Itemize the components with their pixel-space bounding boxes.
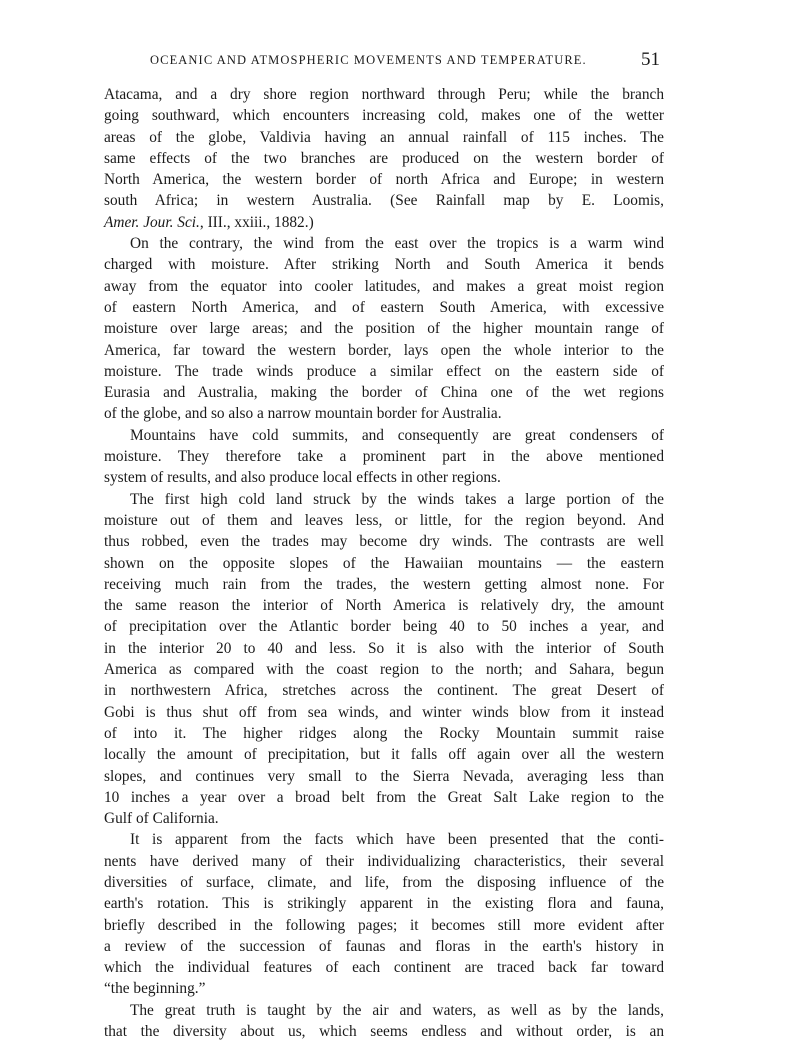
paragraph (104, 1000, 664, 1043)
text-line: south Africa; in western Australia. (See Rainfall map by E. Loomis, (104, 192, 664, 210)
text-line: America, far toward the western border, lays open the whole interior to the (104, 341, 664, 359)
text-line: of eastern North America, and of eastern South America, with excessive (104, 298, 664, 316)
text-line: Amer. Jour. Sci., III., xxiii., 1882.) (104, 213, 314, 231)
text-line: locally the amount of precipitation, but it falls off again over all the western (104, 746, 664, 764)
page-number: 51 (641, 49, 660, 70)
text-line: which the individual features of each continent are traced back far toward (104, 959, 664, 977)
text-line: Gulf of California. (104, 810, 219, 828)
text-line: thus robbed, even the trades may become dry winds. The contrasts are well (104, 533, 664, 551)
text-line: moisture. The trade winds produce a similar effect on the eastern side of (104, 362, 664, 380)
text-line: It is apparent from the facts which have been presented that the conti- (130, 831, 664, 849)
text-line: North America, the western border of north Africa and Europe; in western (104, 171, 664, 189)
text-line: the same reason the interior of North America is relatively dry, the amount (104, 597, 664, 615)
paragraph (104, 233, 664, 425)
text-line: Mountains have cold summits, and consequently are great condensers of (130, 426, 664, 444)
text-line: areas of the globe, Valdivia having an annual rainfall of 115 inches. The (104, 128, 664, 146)
text-line: that the diversity about us, which seems endless and without order, is an (104, 1023, 664, 1041)
text-line: The great truth is taught by the air and waters, as well as by the lands, (130, 1001, 664, 1019)
text-line: nents have derived many of their individualizing characteristics, their several (104, 852, 664, 870)
running-head (150, 49, 660, 71)
text-line: slopes, and continues very small to the Sierra Nevada, averaging less than (104, 767, 664, 785)
text-line: of precipitation over the Atlantic border being 40 to 50 inches a year, and (104, 618, 664, 636)
text-line: going southward, which encounters increasing cold, makes one of the wetter (104, 107, 664, 125)
text-line: Gobi is thus shut off from sea winds, and winter winds blow from it instead (104, 703, 664, 721)
text-line: charged with moisture. After striking North and South America it bends (104, 256, 664, 274)
text-line: 10 inches a year over a broad belt from the Great Salt Lake region to the (104, 788, 664, 806)
paragraph (104, 829, 664, 999)
text-line: in northwestern Africa, stretches across the continent. The great Desert of (104, 682, 664, 700)
text-line: briefly described in the following pages; it becomes still more evident after (104, 916, 664, 934)
text-line: Atacama, and a dry shore region northward through Peru; while the branch (104, 86, 664, 103)
paragraph (104, 84, 664, 233)
text-line: On the contrary, the wind from the east over the tropics is a warm wind (130, 235, 664, 253)
text-line: receiving much rain from the trades, the western getting almost none. For (104, 575, 664, 593)
paragraph (104, 425, 664, 489)
body-text (104, 84, 664, 1042)
text-line: in the interior 20 to 40 and less. So it is also with the interior of South (104, 639, 664, 657)
text-line: “the beginning.” (104, 980, 206, 998)
text-line: of the globe, and so also a narrow mountain border for Australia. (104, 405, 502, 423)
text-line: earth's rotation. This is strikingly apparent in the existing flora and fauna, (104, 895, 664, 913)
paragraph (104, 489, 664, 830)
text-line: same effects of the two branches are produced on the western border of (104, 149, 664, 167)
text-line: The first high cold land struck by the winds takes a large portion of the (130, 490, 664, 508)
running-title: OCEANIC AND ATMOSPHERIC MOVEMENTS AND TEMPERATURE. (150, 53, 587, 67)
text-line: America as compared with the coast region to the north; and Sahara, begun (104, 661, 664, 679)
text-line: a review of the succession of faunas and floras in the earth's history in (104, 937, 664, 955)
text-line: of into it. The higher ridges along the Rocky Mountain summit raise (104, 724, 664, 742)
text-line: Eurasia and Australia, making the border of China one of the wet regions (104, 384, 664, 402)
text-line: moisture over large areas; and the position of the higher mountain range of (104, 320, 664, 338)
text-line: diversities of surface, climate, and life, from the disposing influence of the (104, 873, 664, 891)
text-line: moisture out of them and leaves less, or little, for the region beyond. And (104, 511, 664, 529)
text-line: system of results, and also produce local effects in other regions. (104, 469, 501, 487)
text-line: moisture. They therefore take a prominent part in the above mentioned (104, 448, 664, 466)
text-line: away from the equator into cooler latitudes, and makes a great moist region (104, 277, 664, 295)
text-line: shown on the opposite slopes of the Hawaiian mountains — the eastern (104, 554, 664, 572)
